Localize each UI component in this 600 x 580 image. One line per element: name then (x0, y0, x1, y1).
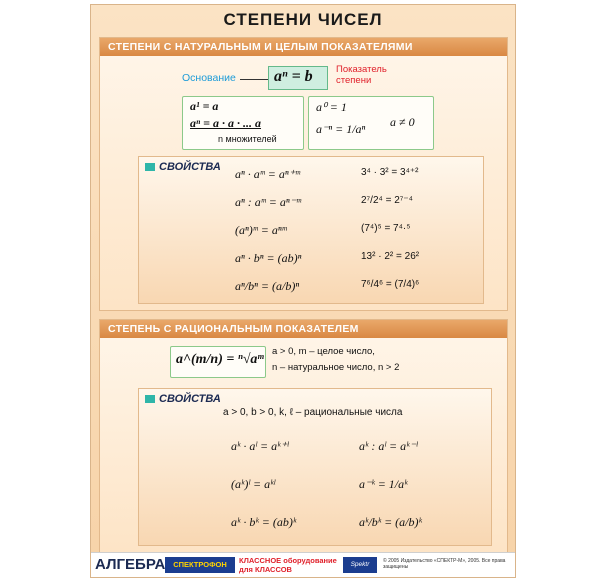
section-header: СТЕПЕНИ С НАТУРАЛЬНЫМ И ЦЕЛЫМ ПОКАЗАТЕЛЯМИ (100, 38, 507, 56)
spektr-logo: Spektr (343, 557, 377, 573)
rational-condition-2: n – натуральное число, n > 2 (272, 362, 400, 373)
base-arrow (240, 79, 268, 80)
series-logo (239, 556, 339, 574)
nonzero-condition: a ≠ 0 (390, 115, 415, 129)
negative-power-formula: a⁻ⁿ = 1/aⁿ (316, 122, 366, 136)
section-integer-exponents (99, 37, 508, 311)
footer (91, 552, 515, 577)
properties-label-text: СВОЙСТВА (159, 393, 221, 405)
rational-properties-condition: a > 0, b > 0, k, ℓ – рациональные числа (223, 407, 403, 418)
property-rule: aⁿ · aᵐ = aⁿ⁺ᵐ (235, 167, 300, 181)
property-rule: (aⁿ)ᵐ = aⁿᵐ (235, 223, 287, 237)
factors-note: n множителей (218, 134, 277, 144)
properties-label (145, 161, 221, 173)
property-rule: aⁿ · bⁿ = (ab)ⁿ (235, 251, 302, 265)
rational-power-formula: a^(m/n) = ⁿ√aᵐ (176, 352, 264, 367)
exponent-label: Показатель степени (336, 64, 387, 86)
power-zero-formula: a⁰ = 1 (316, 100, 347, 114)
copyright-text: © 2005 Издательство «СПЕКТР-М», 2005. Все права защищены (383, 558, 506, 570)
power-definition-formula: aⁿ = a · a · ... a (190, 116, 262, 130)
property-rule: aⁿ : aᵐ = aⁿ⁻ᵐ (235, 195, 301, 209)
property-example: 7⁶/4⁶ = (7/4)⁶ (361, 279, 420, 290)
property-example: 2⁷/2⁴ = 2⁷⁻⁴ (361, 195, 413, 206)
properties-label-text: СВОЙСТВА (159, 161, 221, 173)
series-logo-line2: для КЛАССОВ (239, 565, 292, 574)
page-title: СТЕПЕНИ ЧИСЕЛ (223, 10, 383, 29)
property-rule: aᵏ · bᵏ = (ab)ᵏ (231, 515, 297, 529)
property-rule: (aᵏ)ˡ = aᵏˡ (231, 477, 276, 491)
main-formula: aⁿ = b (274, 68, 313, 85)
section-rational-exponents (99, 319, 508, 553)
base-label: Основание (182, 72, 236, 84)
property-rule: aᵏ · aˡ = aᵏ⁺ˡ (231, 439, 289, 453)
property-example: 13² · 2² = 26² (361, 251, 420, 262)
properties-panel (138, 388, 492, 546)
series-logo-line1: КЛАССНОЕ оборудование (239, 556, 337, 565)
property-rule: aᵏ : aˡ = aᵏ⁻ˡ (359, 439, 418, 453)
subject-label: АЛГЕБРА (95, 556, 166, 573)
bullet-square-icon (145, 163, 155, 171)
publisher-logo: СПЕКТРОФОН (165, 557, 235, 573)
properties-label (145, 393, 221, 405)
section-header: СТЕПЕНЬ С РАЦИОНАЛЬНЫМ ПОКАЗАТЕЛЕМ (100, 320, 507, 338)
poster (90, 4, 516, 578)
property-rule: a⁻ᵏ = 1/aᵏ (359, 477, 408, 491)
properties-panel (138, 156, 484, 304)
property-example: 3⁴ · 3² = 3⁴⁺² (361, 167, 419, 178)
power-one-formula: a¹ = a (190, 99, 219, 113)
property-example: (7⁴)⁵ = 7⁴·⁵ (361, 223, 411, 234)
property-rule: aᵏ/bᵏ = (a/b)ᵏ (359, 515, 422, 529)
rational-condition-1: a > 0, m – целое число, (272, 346, 375, 357)
property-rule: aⁿ/bⁿ = (a/b)ⁿ (235, 279, 300, 293)
bullet-square-icon (145, 395, 155, 403)
